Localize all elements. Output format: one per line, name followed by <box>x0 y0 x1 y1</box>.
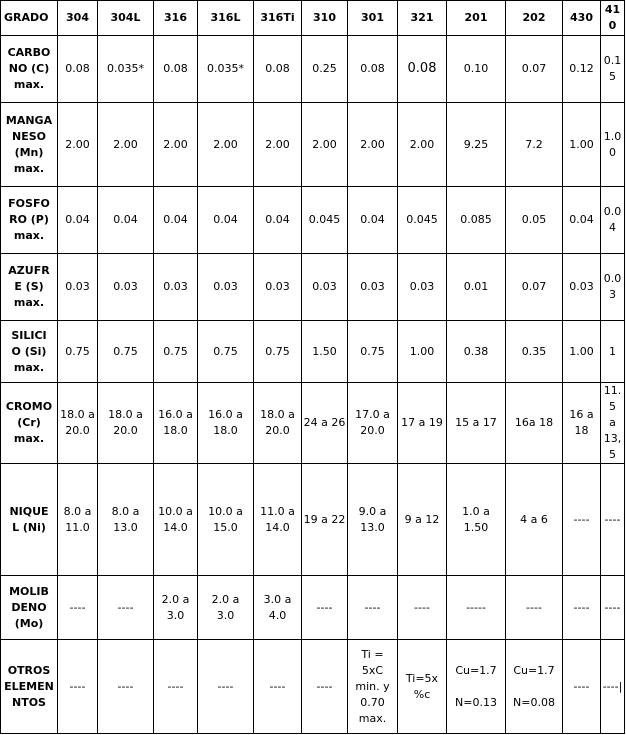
table-cell: ----- <box>447 576 506 640</box>
header-row <box>1 1 625 36</box>
table-cell: 16a 18 <box>506 383 563 464</box>
table-cell: 16.0 a 18.0 <box>154 383 198 464</box>
table-cell: 0.12 <box>563 36 601 103</box>
row-label-silicon: SILICI O (Si) max. <box>1 321 58 383</box>
table-cell: 0.03 <box>563 254 601 321</box>
grade-410: 410 <box>601 1 625 36</box>
table-cell: 0.03 <box>98 254 154 321</box>
row-label-other-elements: OTROS ELEMEN NTOS <box>1 640 58 734</box>
table-cell: 1.00 <box>563 321 601 383</box>
table-cell: 0.04 <box>98 187 154 254</box>
table-cell: 0.03 <box>348 254 398 321</box>
table-cell: 9.0 a 13.0 <box>348 464 398 576</box>
table-cell: 15 a 17 <box>447 383 506 464</box>
table-cell: 0.75 <box>198 321 254 383</box>
table-cell: 0.07 <box>506 254 563 321</box>
table-cell: 0.08 <box>58 36 98 103</box>
table-cell: 0.03 <box>154 254 198 321</box>
table-cell: 0.03 <box>58 254 98 321</box>
table-cell: 1.00 <box>563 103 601 187</box>
table-cell: ---- <box>563 464 601 576</box>
table-cell: Cu=1.7 N=0.13 <box>447 640 506 734</box>
table-cell: 0.04 <box>348 187 398 254</box>
table-cell: 9.25 <box>447 103 506 187</box>
table-cell: 0.03 <box>398 254 447 321</box>
grade-430: 430 <box>563 1 601 36</box>
table-cell: Ti=5x %c <box>398 640 447 734</box>
table-cell: ---- <box>563 576 601 640</box>
row-label-molybdenum: MOLIB DENO (Mo) <box>1 576 58 640</box>
table-cell: 0.25 <box>302 36 348 103</box>
table-cell: ---- <box>563 640 601 734</box>
row-label-phosphorus: FOSFO RO (P) max. <box>1 187 58 254</box>
table-row-carbon <box>1 36 625 103</box>
row-label-manganese: MANGA NESO (Mn) max. <box>1 103 58 187</box>
table-cell: 17 a 19 <box>398 383 447 464</box>
table-cell: 10.0 a 15.0 <box>198 464 254 576</box>
table-cell: 2.00 <box>398 103 447 187</box>
table-cell: 11.0 a 14.0 <box>254 464 302 576</box>
table-cell: Ti = 5xC min. y 0.70 max. <box>348 640 398 734</box>
table-cell: 9 a 12 <box>398 464 447 576</box>
table-cell: 1.00 <box>601 103 625 187</box>
table-cell: 8.0 a 11.0 <box>58 464 98 576</box>
table-cell: 7.2 <box>506 103 563 187</box>
table-cell: ----| <box>601 640 625 734</box>
table-cell: 2.00 <box>302 103 348 187</box>
table-cell: 11.5 a 13,5 <box>601 383 625 464</box>
table-cell: 10.0 a 14.0 <box>154 464 198 576</box>
table-cell: ---- <box>348 576 398 640</box>
table-cell: 2.00 <box>348 103 398 187</box>
table-row-other-elements <box>1 640 625 734</box>
grade-202: 202 <box>506 1 563 36</box>
table-cell: 0.75 <box>154 321 198 383</box>
row-label-carbon: CARBO NO (C) max. <box>1 36 58 103</box>
table-cell: ---- <box>58 640 98 734</box>
grade-201: 201 <box>447 1 506 36</box>
table-cell: 1.50 <box>302 321 348 383</box>
row-label-chromium: CROMO (Cr) max. <box>1 383 58 464</box>
table-cell: 24 a 26 <box>302 383 348 464</box>
table-cell: ---- <box>506 576 563 640</box>
table-cell: ---- <box>254 640 302 734</box>
table-cell: 0.08 <box>154 36 198 103</box>
table-cell: ---- <box>302 640 348 734</box>
grade-321: 321 <box>398 1 447 36</box>
table-cell: Cu=1.7 N=0.08 <box>506 640 563 734</box>
row-label-nickel: NIQUE L (Ni) <box>1 464 58 576</box>
table-cell: 0.04 <box>58 187 98 254</box>
table-cell: 18.0 a 20.0 <box>254 383 302 464</box>
table-cell: 0.035* <box>98 36 154 103</box>
table-cell: 2.0 a 3.0 <box>198 576 254 640</box>
table-cell: 0.04 <box>563 187 601 254</box>
table-cell: 0.15 <box>601 36 625 103</box>
table-cell: 1.0 a 1.50 <box>447 464 506 576</box>
table-cell: 0.03 <box>254 254 302 321</box>
table-cell: 0.75 <box>348 321 398 383</box>
grade-301: 301 <box>348 1 398 36</box>
table-cell: 0.04 <box>254 187 302 254</box>
table-cell: 0.03 <box>198 254 254 321</box>
table-row-silicon <box>1 321 625 383</box>
table-cell: 0.04 <box>154 187 198 254</box>
table-cell: 17.0 a 20.0 <box>348 383 398 464</box>
table-cell: 0.35 <box>506 321 563 383</box>
table-cell: 0.75 <box>98 321 154 383</box>
table-cell: 16 a 18 <box>563 383 601 464</box>
table-cell: 0.085 <box>447 187 506 254</box>
grade-316l: 316L <box>198 1 254 36</box>
table-row-sulfur <box>1 254 625 321</box>
table-cell: 2.00 <box>154 103 198 187</box>
table-row-nickel <box>1 464 625 576</box>
table-cell: 4 a 6 <box>506 464 563 576</box>
table-cell: 3.0 a 4.0 <box>254 576 302 640</box>
table-cell: 0.75 <box>254 321 302 383</box>
table-cell: 19 a 22 <box>302 464 348 576</box>
table-cell: 2.0 a 3.0 <box>154 576 198 640</box>
table-cell: ---- <box>98 640 154 734</box>
table-cell: ---- <box>398 576 447 640</box>
table-cell: 18.0 a 20.0 <box>58 383 98 464</box>
table-cell: 0.10 <box>447 36 506 103</box>
table-cell: 0.045 <box>302 187 348 254</box>
table-cell: 16.0 a 18.0 <box>198 383 254 464</box>
table-cell: 2.00 <box>254 103 302 187</box>
row-label-sulfur: AZUFR E (S) max. <box>1 254 58 321</box>
table-cell: 0.035* <box>198 36 254 103</box>
table-cell: 0.04 <box>601 187 625 254</box>
table-cell: 0.75 <box>58 321 98 383</box>
table-cell: ---- <box>601 464 625 576</box>
table-cell: 0.07 <box>506 36 563 103</box>
grade-304l: 304L <box>98 1 154 36</box>
table-row-molybdenum <box>1 576 625 640</box>
grade-304: 304 <box>58 1 98 36</box>
table-cell: ---- <box>154 640 198 734</box>
table-cell: 8.0 a 13.0 <box>98 464 154 576</box>
table-row-manganese <box>1 103 625 187</box>
table-cell: 0.01 <box>447 254 506 321</box>
table-cell: 0.045 <box>398 187 447 254</box>
table-cell: 1 <box>601 321 625 383</box>
table-cell: ---- <box>58 576 98 640</box>
table-cell: 0.08 <box>398 36 447 103</box>
table-cell: ---- <box>302 576 348 640</box>
table-cell: 2.00 <box>98 103 154 187</box>
table-cell: ---- <box>98 576 154 640</box>
table-cell: 1.00 <box>398 321 447 383</box>
grade-310: 310 <box>302 1 348 36</box>
table-cell: 2.00 <box>198 103 254 187</box>
table-cell: 0.04 <box>198 187 254 254</box>
table-cell: 18.0 a 20.0 <box>98 383 154 464</box>
grade-header-label: GRADO <box>1 1 58 36</box>
table-row-chromium <box>1 383 625 464</box>
table-cell: 0.03 <box>302 254 348 321</box>
table-row-phosphorus <box>1 187 625 254</box>
grade-316: 316 <box>154 1 198 36</box>
table-cell: 0.38 <box>447 321 506 383</box>
grade-316ti: 316Ti <box>254 1 302 36</box>
table-cell: 2.00 <box>58 103 98 187</box>
table-cell: 0.08 <box>254 36 302 103</box>
table-cell: 0.05 <box>506 187 563 254</box>
table-cell: ---- <box>601 576 625 640</box>
table-cell: 0.03 <box>601 254 625 321</box>
table-cell: ---- <box>198 640 254 734</box>
table-cell: 0.08 <box>348 36 398 103</box>
